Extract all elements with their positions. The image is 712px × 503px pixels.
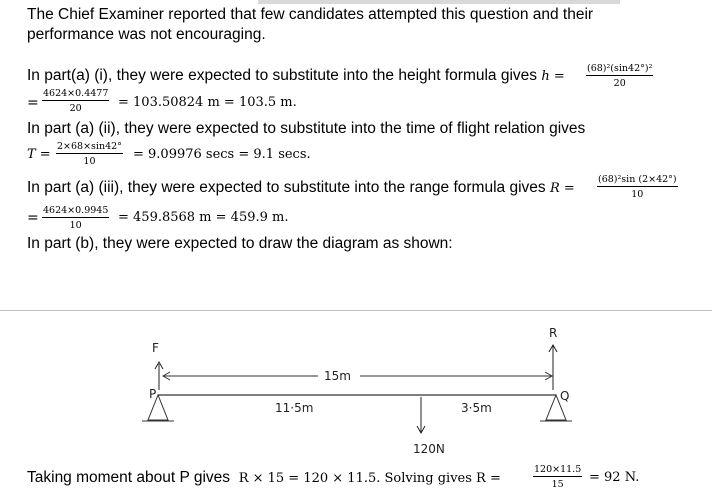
a3-lhs: R = [549, 181, 575, 196]
final-fraction: $\frac{120\times 11.5}{15}$ [534, 464, 582, 490]
part-a3-text: In part (a) (iii), they were expected to substitute into the range formula gives R = [27, 179, 575, 196]
intro-line-1: The Chief Examiner reported that few candidates attempted this question and their [27, 6, 594, 23]
intro-line-2: performance was not encouraging. [27, 26, 266, 43]
final-result: = 92 N. [589, 470, 640, 485]
label-p: P [149, 387, 157, 401]
a1-fraction-2: $\frac{4624\times 0.4477}{20}$ [43, 88, 109, 114]
part-a2-text: In part (a) (ii), they were expected to substitute into the time of flight relation gives [27, 120, 586, 137]
a3-equals: = [27, 210, 39, 226]
final-line: Taking moment about P gives R × 15 = 120 × 11.5. Solving gives R = [27, 469, 501, 486]
a2-lhs: T = [27, 147, 51, 162]
beam-diagram [0, 311, 712, 466]
a3-fraction-2: $\frac{4624\times 0.9945}{10}$ [43, 205, 109, 231]
a1-lhs: h = [541, 69, 565, 84]
top-scroll-bar [258, 0, 620, 4]
part-b-text: In part (b), they were expected to draw the diagram as shown: [27, 235, 453, 252]
label-15m: 15m [324, 369, 351, 383]
label-f: F [152, 341, 159, 355]
a1-fraction-1: $\frac{\text{(68)²(sin42°)²}}{20}$ [587, 63, 653, 89]
label-3-5m: 3·5m [461, 401, 492, 415]
part-a1-text: In part(a) (i), they were expected to substitute into the height formula gives h = [27, 67, 565, 84]
a2-fraction: $\frac{2\times 68\times\sin 42^\circ}{10}$ [57, 141, 122, 167]
label-11-5m: 11·5m [275, 401, 314, 415]
a1-equals: = [27, 95, 39, 111]
label-r: R [549, 326, 558, 340]
a3-result: = 459.8568 m = 459.9 m. [118, 210, 289, 225]
a3-fraction-1: $\frac{\text{(68)²sin (2×42°)}}{10}$ [598, 174, 677, 200]
label-120n: 120N [413, 442, 445, 456]
label-q: Q [560, 389, 570, 403]
final-equation: R × 15 = 120 × 11.5. Solving gives R = [238, 471, 501, 486]
a1-result: = 103.50824 m = 103.5 m. [118, 95, 297, 110]
a2-result: = 9.09976 secs = 9.1 secs. [133, 147, 311, 162]
